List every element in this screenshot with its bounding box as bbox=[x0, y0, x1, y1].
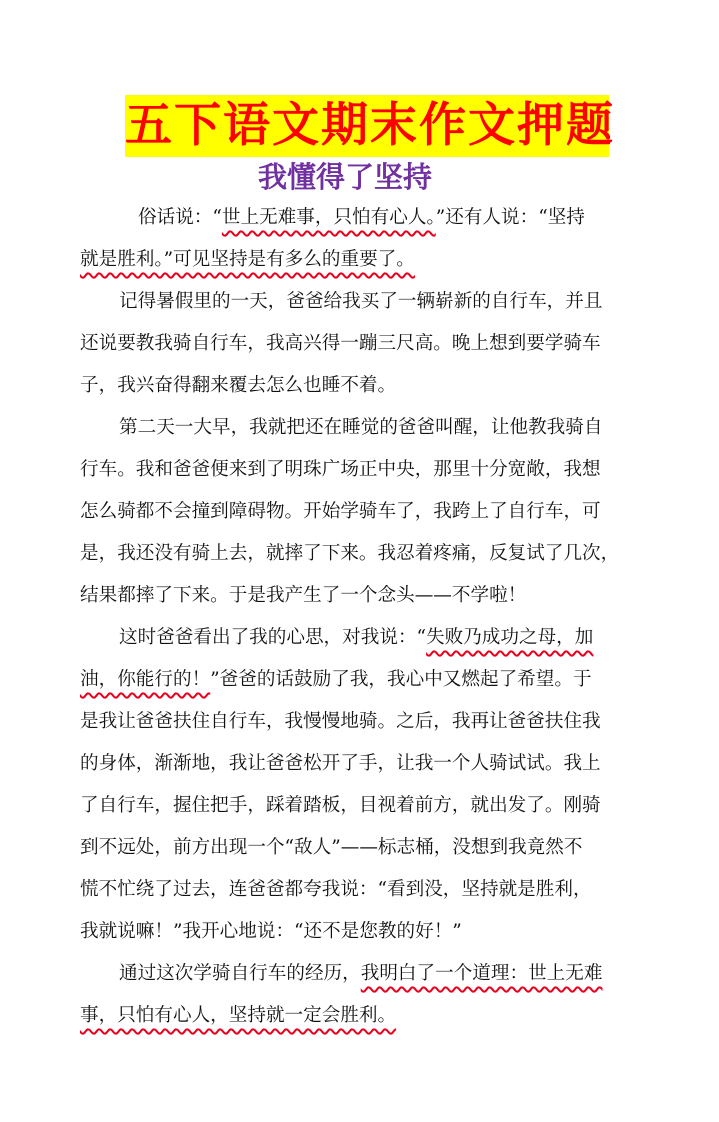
text-run: 是，我还没有骑上去，就摔了下来。我忍着疼痛，反复试了几次， bbox=[80, 543, 620, 564]
essay-line bbox=[80, 701, 640, 743]
text-run: 记得暑假里的一天，爸爸给我买了一辆崭新的自行车，并且 bbox=[119, 291, 603, 312]
underlined-quote: 世上无难事，只怕有心人。 bbox=[221, 207, 436, 228]
underlined-quote: 油，你能行的！ bbox=[80, 669, 211, 690]
essay-body bbox=[80, 197, 640, 1037]
essay-line bbox=[80, 575, 640, 617]
text-run: ”还有人说：“坚持 bbox=[435, 207, 585, 228]
text-run: 是我让爸爸扶住自行车，我慢慢地骑。之后，我再让爸爸扶住我 bbox=[80, 711, 601, 732]
essay-line bbox=[80, 785, 640, 827]
essay-line bbox=[80, 743, 640, 785]
essay-line bbox=[80, 491, 640, 533]
text-run: 通过这次学骑自行车的经历， bbox=[119, 963, 361, 984]
essay-line bbox=[80, 281, 640, 323]
text-run: 结果都摔了下来。于是我产生了一个念头——不学啦！ bbox=[80, 585, 527, 606]
underlined-quote: 就是胜利。”可见坚持是有多么的重要了。 bbox=[80, 249, 415, 270]
essay-line bbox=[80, 533, 640, 575]
essay-line bbox=[80, 407, 640, 449]
essay-line bbox=[80, 449, 640, 491]
essay-title: 我懂得了坚持 bbox=[257, 160, 432, 194]
essay-line bbox=[80, 197, 640, 239]
underlined-quote: 失败乃成功之母，加 bbox=[426, 627, 594, 648]
text-run: 到不远处，前方出现一个“敌人”——标志桶，没想到我竟然不 bbox=[80, 837, 583, 858]
text-run: 我就说嘛！”我开心地说：“还不是您教的好！” bbox=[80, 921, 462, 942]
essay-line bbox=[80, 323, 640, 365]
text-run: 子，我兴奋得翻来覆去怎么也睡不着。 bbox=[80, 375, 397, 396]
text-run: 还说要教我骑自行车，我高兴得一蹦三尺高。晚上想到要学骑车 bbox=[80, 333, 601, 354]
text-run: ”爸爸的话鼓励了我，我心中又燃起了希望。于 bbox=[210, 669, 592, 690]
essay-line bbox=[80, 869, 640, 911]
text-run: 了自行车，握住把手，踩着踏板，目视着前方，就出发了。刚骑 bbox=[80, 795, 601, 816]
essay-line bbox=[80, 953, 640, 995]
essay-line bbox=[80, 239, 640, 281]
underlined-quote: 我明白了一个道理：世上无难 bbox=[360, 963, 603, 984]
text-run: 慌不忙绕了过去，连爸爸都夸我说：“看到没，坚持就是胜利， bbox=[80, 879, 592, 900]
text-run: 俗话说：“ bbox=[138, 207, 222, 228]
text-run: 怎么骑都不会撞到障碍物。开始学骑车了，我跨上了自行车，可 bbox=[80, 501, 601, 522]
essay-line bbox=[80, 365, 640, 407]
text-run: 第二天一大早，我就把还在睡觉的爸爸叫醒，让他教我骑自 bbox=[119, 417, 603, 438]
page-title: 五下语文期末作文押题 bbox=[125, 95, 609, 157]
essay-line bbox=[80, 911, 640, 953]
underlined-quote: 事，只怕有心人，坚持就一定会胜利。 bbox=[80, 1005, 397, 1026]
essay-line bbox=[80, 827, 640, 869]
text-run: 这时爸爸看出了我的心思，对我说：“ bbox=[119, 627, 427, 648]
essay-line bbox=[80, 995, 640, 1037]
essay-line bbox=[80, 659, 640, 701]
text-run: 的身体，渐渐地，我让爸爸松开了手，让我一个人骑试试。我上 bbox=[80, 753, 601, 774]
text-run: 行车。我和爸爸便来到了明珠广场正中央，那里十分宽敞，我想 bbox=[80, 459, 601, 480]
essay-line bbox=[80, 617, 640, 659]
